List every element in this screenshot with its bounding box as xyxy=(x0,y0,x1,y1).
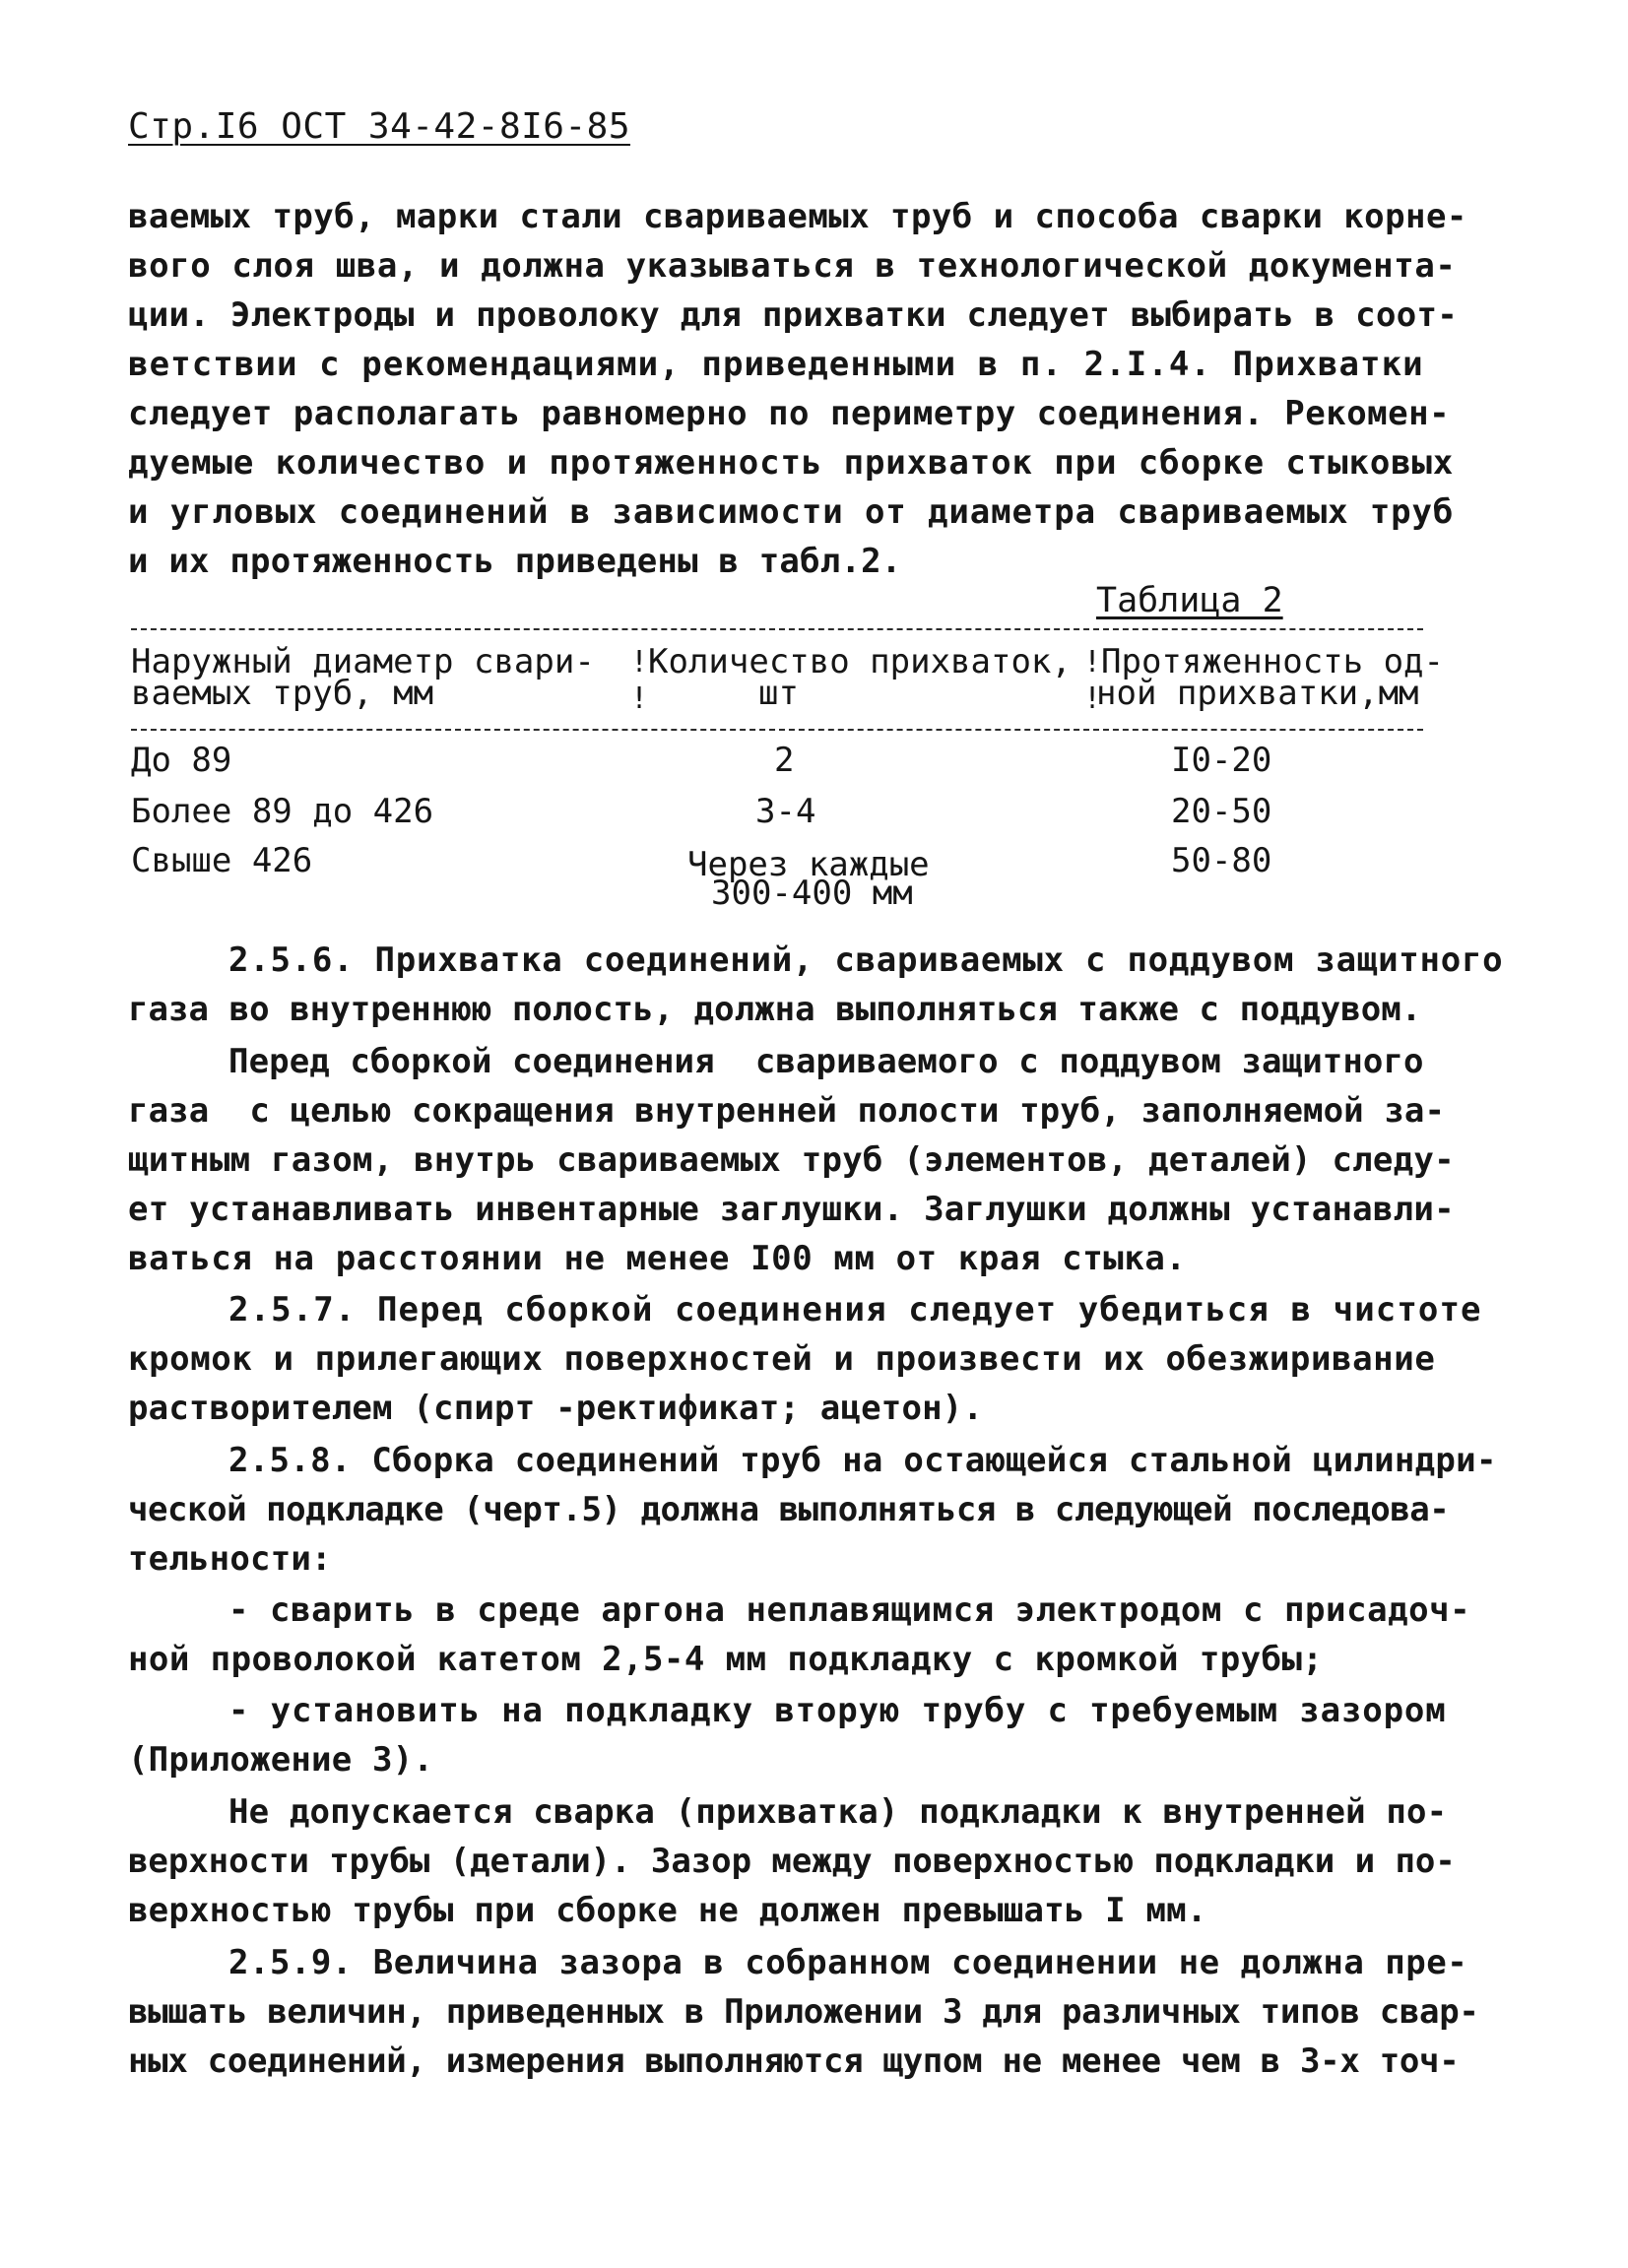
table-header-count: Количество прихваток, xyxy=(648,642,1072,681)
table-cell-diameter: Свыше 426 xyxy=(131,841,313,880)
table-column-separator: ! xyxy=(1083,681,1102,716)
table-cell-count: 3-4 xyxy=(755,792,816,831)
intro-line: вого слоя шва, и должна указываться в технологической документа- xyxy=(128,246,1457,286)
table-header-diameter: ваемых труб, мм xyxy=(131,674,434,713)
section-259-line: 2.5.9. Величина зазора в собранном соединении не должна пре- xyxy=(228,1943,1468,1982)
section-258-line: верхности трубы (детали). Зазор между поверхностью подкладки и по- xyxy=(128,1842,1456,1881)
section-258-line: верхностью трубы при сборке не должен превышать I мм. xyxy=(128,1891,1207,1930)
section-258-line: 2.5.8. Сборка соединений труб на остающейся стальной цилиндри- xyxy=(228,1441,1497,1480)
intro-line: дуемые количество и протяженность прихваток при сборке стыковых xyxy=(128,443,1455,483)
section-259-line: вышать величин, приведенных в Приложении 3 для различных типов свар- xyxy=(128,1992,1479,2032)
table-header-rule xyxy=(131,729,1423,731)
section-256-line: ваться на расстоянии не менее I00 мм от края стыка. xyxy=(128,1239,1187,1278)
table-column-separator: ! xyxy=(1083,645,1102,680)
section-256-line: газа с целью сокращения внутренней полости труб, заполняемой за- xyxy=(128,1091,1446,1131)
section-256-line: газа во внутреннюю полость, должна выполняться также с поддувом. xyxy=(128,990,1422,1029)
table-column-separator: ! xyxy=(630,681,649,716)
table-cell-diameter: До 89 xyxy=(131,741,232,780)
table-cell-length: 50-80 xyxy=(1171,841,1272,880)
intro-line: и их протяженность приведены в табл.2. xyxy=(128,542,902,581)
intro-line: ветствии с рекомендациями, приведенными в п. 2.I.4. Прихватки xyxy=(128,345,1424,384)
section-258-line: тельности: xyxy=(128,1539,332,1579)
intro-line: ваемых труб, марки стали свариваемых труб и способа сварки корне- xyxy=(128,197,1467,236)
section-258-line: ной проволокой катетом 2,5-4 мм подкладку с кромкой трубы; xyxy=(128,1640,1324,1679)
table-cell-count: 300-400 мм xyxy=(711,874,913,913)
table-cell-count: 2 xyxy=(774,741,795,780)
table-cell-count: Через каждые xyxy=(687,845,930,884)
section-256-line: щитным газом, внутрь свариваемых труб (элементов, деталей) следу- xyxy=(128,1140,1455,1180)
section-258-line: - сварить в среде аргона неплавящимся электродом с присадоч- xyxy=(228,1590,1471,1630)
section-258-line: Не допускается сварка (прихватка) подкладки к внутренней по- xyxy=(228,1792,1448,1832)
table-caption: Таблица 2 xyxy=(1096,581,1283,620)
table-cell-length: 20-50 xyxy=(1171,792,1272,831)
table-top-rule xyxy=(131,628,1423,630)
table-header-diameter: Наружный диаметр свари- xyxy=(131,642,595,681)
section-259-line: ных соединений, измерения выполняются щупом не менее чем в 3-х точ- xyxy=(128,2041,1460,2081)
table-header-count: шт xyxy=(758,674,799,713)
intro-line: следует располагать равномерно по периметру соединения. Рекомен- xyxy=(128,394,1451,433)
section-257-line: растворителем (спирт -ректификат; ацетон). xyxy=(128,1389,984,1428)
intro-line: и угловых соединений в зависимости от диаметра свариваемых труб xyxy=(128,492,1455,532)
section-258-line: (Приложение 3). xyxy=(128,1740,434,1780)
table-header-length: Протяженность од- xyxy=(1101,642,1444,681)
section-257-line: 2.5.7. Перед сборкой соединения следует убедиться в чистоте xyxy=(228,1290,1482,1329)
intro-line: ции. Электроды и проволоку для прихватки следует выбирать в соот- xyxy=(128,295,1459,335)
section-258-line: ческой подкладке (черт.5) должна выполняться в следующей последова- xyxy=(128,1490,1450,1529)
table-header-length: ной прихватки,мм xyxy=(1096,674,1419,713)
table-cell-diameter: Более 89 до 426 xyxy=(131,792,434,831)
table-cell-length: I0-20 xyxy=(1171,741,1272,780)
section-257-line: кромок и прилегающих поверхностей и произвести их обезжиривание xyxy=(128,1339,1436,1379)
table-column-separator: ! xyxy=(630,645,649,680)
section-256-line: ет устанавливать инвентарные заглушки. Заглушки должны устанавли- xyxy=(128,1190,1455,1229)
section-258-line: - установить на подкладку вторую трубу с требуемым зазором xyxy=(228,1691,1447,1730)
page-header: Стр.I6 ОСТ 34-42-8I6-85 xyxy=(128,106,630,147)
section-256-line: Перед сборкой соединения свариваемого с поддувом защитного xyxy=(228,1042,1424,1081)
section-256-line: 2.5.6. Прихватка соединений, свариваемых с поддувом защитного xyxy=(228,940,1504,980)
